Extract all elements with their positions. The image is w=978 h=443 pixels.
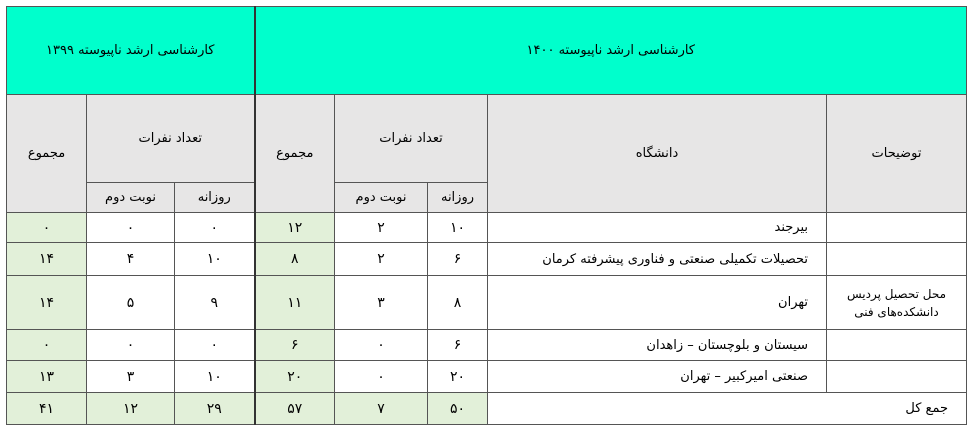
total-evening-1399: ۱۲ [87, 393, 175, 425]
row-total-1399: ۱۳ [7, 361, 87, 393]
daytime-header-1399: روزانه [175, 183, 255, 213]
evening-header-1400: نوبت دوم [335, 183, 428, 213]
table-row [7, 213, 967, 243]
row-note [827, 243, 967, 276]
row-daytime-1399: ۰ [175, 330, 255, 361]
row-university: بیرجند [488, 213, 827, 243]
row-total-1400: ۸ [255, 243, 335, 276]
row-total-1399: ۱۴ [7, 243, 87, 276]
daytime-header-1400: روزانه [428, 183, 488, 213]
total-sum-1400: ۵۷ [255, 393, 335, 425]
total-row-label: جمع کل [488, 393, 967, 425]
row-daytime-1400: ۲۰ [428, 361, 488, 393]
row-note [827, 213, 967, 243]
table-row [7, 276, 967, 330]
header-row-columns [7, 95, 967, 183]
row-evening-1400: ۲ [335, 213, 428, 243]
row-daytime-1399: ۹ [175, 276, 255, 330]
row-evening-1399: ۳ [87, 361, 175, 393]
total-row [7, 393, 967, 425]
row-daytime-1400: ۶ [428, 330, 488, 361]
capacity-header-1400: تعداد نفرات [335, 95, 488, 183]
row-university: صنعتی امیرکبیر – تهران [488, 361, 827, 393]
table-row [7, 243, 967, 276]
row-daytime-1399: ۱۰ [175, 361, 255, 393]
total-header-1399: مجموع [7, 95, 87, 213]
row-total-1400: ۲۰ [255, 361, 335, 393]
row-evening-1399: ۰ [87, 330, 175, 361]
row-university: تحصیلات تکمیلی صنعتی و فناوری پیشرفته کرمان [488, 243, 827, 276]
row-evening-1399: ۴ [87, 243, 175, 276]
row-total-1400: ۶ [255, 330, 335, 361]
row-total-1399: ۱۴ [7, 276, 87, 330]
row-total-1399: ۰ [7, 330, 87, 361]
row-evening-1399: ۰ [87, 213, 175, 243]
row-total-1400: ۱۱ [255, 276, 335, 330]
admission-table-container [6, 6, 967, 425]
row-daytime-1400: ۸ [428, 276, 488, 330]
total-daytime-1399: ۲۹ [175, 393, 255, 425]
row-evening-1399: ۵ [87, 276, 175, 330]
row-daytime-1400: ۶ [428, 243, 488, 276]
total-sum-1399: ۴۱ [7, 393, 87, 425]
total-daytime-1400: ۵۰ [428, 393, 488, 425]
header-row-groups [7, 7, 967, 95]
evening-header-1399: نوبت دوم [87, 183, 175, 213]
row-total-1400: ۱۲ [255, 213, 335, 243]
row-total-1399: ۰ [7, 213, 87, 243]
group-header-1399: کارشناسی ارشد ناپیوسته ۱۳۹۹ [7, 7, 255, 95]
row-university: تهران [488, 276, 827, 330]
row-note [827, 361, 967, 393]
row-evening-1400: ۲ [335, 243, 428, 276]
university-header: دانشگاه [488, 95, 827, 213]
row-note [827, 330, 967, 361]
capacity-header-1399: تعداد نفرات [87, 95, 255, 183]
row-evening-1400: ۰ [335, 361, 428, 393]
group-header-1400: کارشناسی ارشد ناپیوسته ۱۴۰۰ [255, 7, 967, 95]
row-university: سیستان و بلوچستان – زاهدان [488, 330, 827, 361]
total-header-1400: مجموع [255, 95, 335, 213]
notes-header: توضیحات [827, 95, 967, 213]
row-daytime-1399: ۰ [175, 213, 255, 243]
table-row [7, 361, 967, 393]
row-daytime-1399: ۱۰ [175, 243, 255, 276]
admission-capacity-table [6, 6, 967, 425]
row-note: محل تحصیل پردیس دانشکده‌های فنی [827, 276, 967, 330]
row-evening-1400: ۰ [335, 330, 428, 361]
table-row [7, 330, 967, 361]
row-evening-1400: ۳ [335, 276, 428, 330]
total-evening-1400: ۷ [335, 393, 428, 425]
row-daytime-1400: ۱۰ [428, 213, 488, 243]
